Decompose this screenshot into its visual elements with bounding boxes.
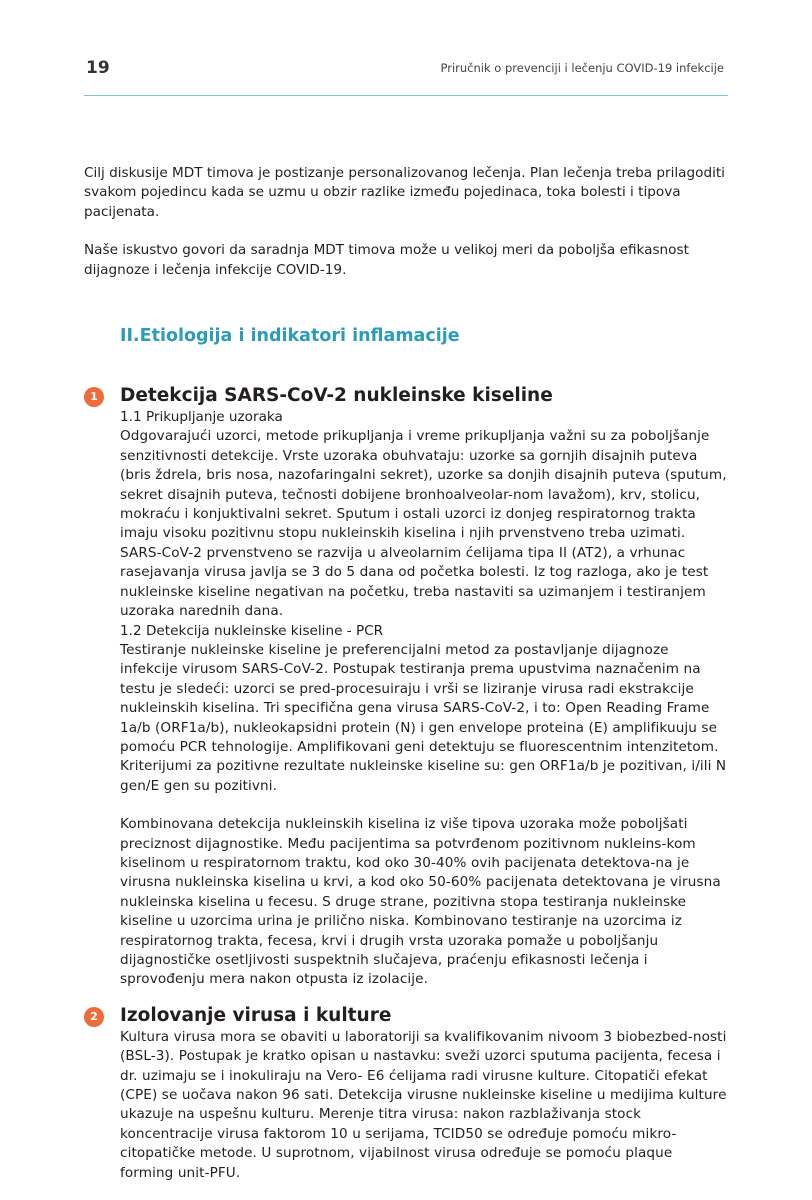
intro-paragraph-1: Cilj diskusije MDT timova je postizanje personalizovanog lečenja. Plan lečenja treba prilagoditi svakom pojedincu kada se uzmu u obzir razlike između pojedinaca, toka bolesti i tipova pacijenata.	[84, 165, 725, 220]
section-number-badge: 2	[84, 1007, 104, 1027]
section-title: Detekcija SARS-CoV-2 nukleinske kiseline	[120, 385, 553, 407]
page-number: 19	[86, 58, 110, 78]
section-title: Izolovanje virusa i kulture	[120, 1004, 392, 1026]
page-content	[84, 164, 728, 1183]
subsection-heading: 1.2 Detekcija nukleinske kiseline - PCR	[120, 622, 384, 639]
section-body: Odgovarajući uzorci, metode prikupljanja i vreme prikupljanja važni su za poboljšanje senzitivnosti detekcije. Vrste uzoraka obuhvataju: uzorke sa gornjih disajnih puteva (bris ždrela, bris nosa, nazofaringalni sekret), uzorke sa donjih disajnih puteva (sputum, sekret disajnih puteva, tečnosti dobijene bronhoalveolar-nom lavažom), krv, stolicu, mokraću i konjuktivalni sekret. Sputum i ostali uzorci iz donjeg respiratornog trakta imaju visoku pozitivnu stopu nukleinskih kiselina i njih prvenstveno treba uzimati. SARS-CoV-2 prvenstveno se razvija u alveolarnim ćelijama tipa II (AT2), a vrhunac rasejavanja virusa javlja se 3 do 5 dana od početka bolesti. Iz tog razloga, ako je test nukleinske kiseline negativan na početku, treba nastaviti sa uzimanjem i testiranjem uzoraka narednih dana.	[120, 428, 727, 620]
section-number-badge: 1	[84, 387, 104, 407]
page-header	[0, 0, 812, 98]
intro-paragraph-2: Naše iskustvo govori da saradnja MDT timova može u velikoj meri da poboljša efikasnost dijagnoze i lečenja infekcije COVID-19.	[84, 242, 689, 278]
section-body: Testiranje nukleinske kiseline je preferencijalni metod za postavljanje dijagnoze infekcije virusom SARS-CoV-2. Postupak testiranja prema upustvima naznačenim na testu je sledeći: uzorci se pred-procesuiraju i vrši se liziranje virusa radi ekstrakcije nukleinskih kiselina. Tri specifična gena virusa SARS-CoV-2, i to: Open Reading Frame 1a/b (ORF1a/b), nukleokapsidni protein (N) i gen envelope proteina (E) amplifikuuju se pomoću PCR tehnologije. Amplifikovani geni detektuju se fluorescentnim intenzitetom. Kriterijumi za pozitivne rezultate nukleinske kiseline su: gen ORF1a/b je pozitivan, i/ili N gen/E gen su pozitivni.	[120, 641, 727, 794]
section-body: Kultura virusa mora se obaviti u laboratoriji sa kvalifikovanim nivoom 3 biobezbed-nosti (BSL-3). Postupak je kratko opisan u nastavku: sveži uzorci sputuma pacijenta, fecesa i dr. uzimaju se i inokuliraju na Vero- E6 ćelijama radi virusne kulture. Citopatiči efekat (CPE) se uočava nakon 96 sati. Detekcija virusne nukleinske kiseline u medijima kulture ukazuje na uspešnu kulturu. Merenje titra virusa: nakon razblaživanja stock koncentracije virusa faktorom 10 u serijama, TCID50 se određuje pomoću mikro-citopatičke metode. U suprotnom, vijabilnost virusa određuje se pomoću plaque forming unit-PFU.	[120, 1028, 727, 1181]
section-1	[84, 384, 728, 990]
section-body: Kombinovana detekcija nukleinskih kiselina iz više tipova uzoraka može poboljšati preciznost dijagnostike. Među pacijentima sa potvrđenom pozitivnom nukleins-kom kiselinom u respiratornom traktu, kod oko 30-40% ovih pacijenata detektova-na je virusna nukleinska kiselina u krvi, a kod oko 50-60% pacijenata detektovana je virusna nukleinska kiselina u fecesu. S druge strane, pozitivna stopa testiranja nukleinske kiseline u uzorcima urina je prilično niska. Kombinovano testiranje na uzorcima iz respiratornog trakta, fecesa, krvi i drugih vrsta uzoraka pomaže u poboljšanju dijagnostičke osetljivosti suspektnih slučajeva, praćenju efikasnosti lečenja i sprovođenju mera nakon otpusta iz izolacije.	[120, 816, 721, 988]
running-title: Priručnik o prevenciji i lečenju COVID-19 infekcije	[440, 61, 724, 75]
chapter-title: II.Etiologija i indikatori inflamacije	[120, 326, 460, 347]
header-divider	[84, 95, 728, 96]
section-2	[84, 1004, 728, 1183]
subsection-heading: 1.1 Prikupljanje uzoraka	[120, 409, 283, 426]
